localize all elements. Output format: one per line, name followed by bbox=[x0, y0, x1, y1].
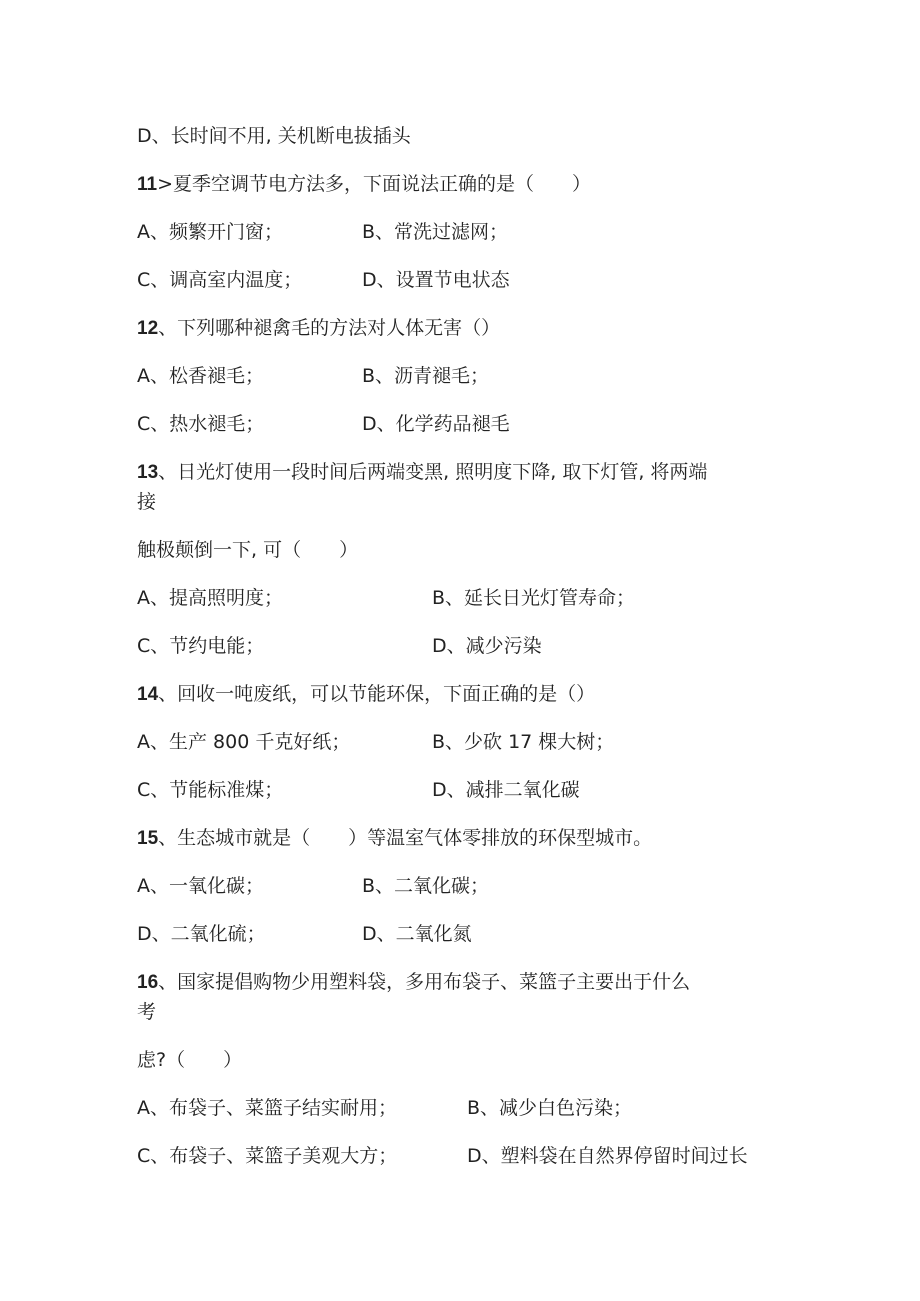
option-d: D、化学药品褪毛 bbox=[362, 413, 510, 435]
question-13-stem-wrap bbox=[137, 487, 797, 535]
option-line bbox=[137, 121, 797, 169]
question-13-stem-cont bbox=[137, 535, 797, 583]
question-text-cont: 触极颠倒一下, 可（ ） bbox=[137, 539, 359, 561]
option-d: D、二氧化硫； bbox=[137, 923, 266, 945]
option-b: B、延长日光灯管寿命； bbox=[432, 587, 636, 609]
option-d: D、减少污染 bbox=[432, 635, 542, 657]
question-14-stem bbox=[137, 679, 797, 727]
option-b: B、少砍 17 棵大树； bbox=[432, 731, 615, 753]
option-c: C、节能标准煤； bbox=[137, 779, 284, 801]
question-number: 14 bbox=[137, 684, 159, 705]
option-row bbox=[137, 1141, 797, 1189]
question-15-stem bbox=[137, 823, 797, 871]
question-16-stem-cont bbox=[137, 1045, 797, 1093]
document-page bbox=[137, 121, 797, 1189]
question-separator: 、 bbox=[158, 461, 178, 483]
option-row bbox=[137, 775, 797, 823]
option-row bbox=[137, 361, 797, 409]
option-a: A、生产 800 千克好纸； bbox=[137, 731, 351, 753]
question-separator: > bbox=[157, 173, 174, 195]
option-row bbox=[137, 265, 797, 313]
option-c: C、节约电能； bbox=[137, 635, 265, 657]
option-row bbox=[137, 583, 797, 631]
option-a: A、提高照明度； bbox=[137, 587, 283, 609]
option-row bbox=[137, 871, 797, 919]
option-b: B、减少白色污染； bbox=[467, 1097, 633, 1119]
option-a: A、频繁开门窗； bbox=[137, 221, 283, 243]
question-12-stem bbox=[137, 313, 797, 361]
option-row bbox=[137, 919, 797, 967]
option-row bbox=[137, 1093, 797, 1141]
question-text: 夏季空调节电方法多，下面说法正确的是（ ） bbox=[173, 173, 592, 195]
question-text-cont: 虑?（ ） bbox=[137, 1049, 243, 1071]
option-row bbox=[137, 631, 797, 679]
question-text: 回收一吨废纸，可以节能环保，下面正确的是（） bbox=[177, 683, 596, 705]
question-11-stem bbox=[137, 169, 797, 217]
question-text: 生态城市就是（ ）等温室气体零排放的环保型城市。 bbox=[177, 827, 653, 849]
question-separator: 、 bbox=[158, 971, 178, 993]
option-c: C、调高室内温度； bbox=[137, 269, 303, 291]
question-separator: 、 bbox=[158, 683, 178, 705]
question-number: 11 bbox=[137, 174, 158, 195]
question-16-stem-wrap bbox=[137, 997, 797, 1045]
question-text-wrap: 接 bbox=[137, 491, 157, 513]
question-number: 16 bbox=[137, 972, 159, 993]
option-row bbox=[137, 409, 797, 457]
option-a: A、一氧化碳； bbox=[137, 875, 264, 897]
option-c: C、布袋子、菜篮子美观大方； bbox=[137, 1145, 398, 1167]
question-text: 日光灯使用一段时间后两端变黑, 照明度下降, 取下灯管, 将两端 bbox=[177, 461, 708, 483]
option-row bbox=[137, 727, 797, 775]
option-d: D、长时间不用, 关机断电拔插头 bbox=[137, 125, 411, 147]
option-a: A、松香褪毛； bbox=[137, 365, 264, 387]
option-b: B、二氧化碳； bbox=[362, 875, 490, 897]
option-d: D、塑料袋在自然界停留时间过长 bbox=[467, 1145, 748, 1167]
question-number: 12 bbox=[137, 318, 159, 339]
question-number: 13 bbox=[137, 462, 159, 483]
option-b: B、常洗过滤网； bbox=[362, 221, 509, 243]
option-d: D、设置节电状态 bbox=[362, 269, 510, 291]
question-text: 下列哪种褪禽毛的方法对人体无害（） bbox=[177, 317, 501, 339]
question-separator: 、 bbox=[158, 317, 178, 339]
question-text: 国家提倡购物少用塑料袋，多用布袋子、菜篮子主要出于什么 bbox=[177, 971, 691, 993]
option-row bbox=[137, 217, 797, 265]
option-d: D、减排二氧化碳 bbox=[432, 779, 580, 801]
option-c: C、热水褪毛； bbox=[137, 413, 265, 435]
question-number: 15 bbox=[137, 828, 159, 849]
option-d: D、二氧化氮 bbox=[362, 923, 472, 945]
option-b: B、沥青褪毛； bbox=[362, 365, 490, 387]
question-13-stem bbox=[137, 457, 797, 487]
option-a: A、布袋子、菜篮子结实耐用； bbox=[137, 1097, 397, 1119]
question-separator: 、 bbox=[158, 827, 178, 849]
question-16-stem bbox=[137, 967, 797, 997]
question-text-wrap: 考 bbox=[137, 1001, 157, 1023]
